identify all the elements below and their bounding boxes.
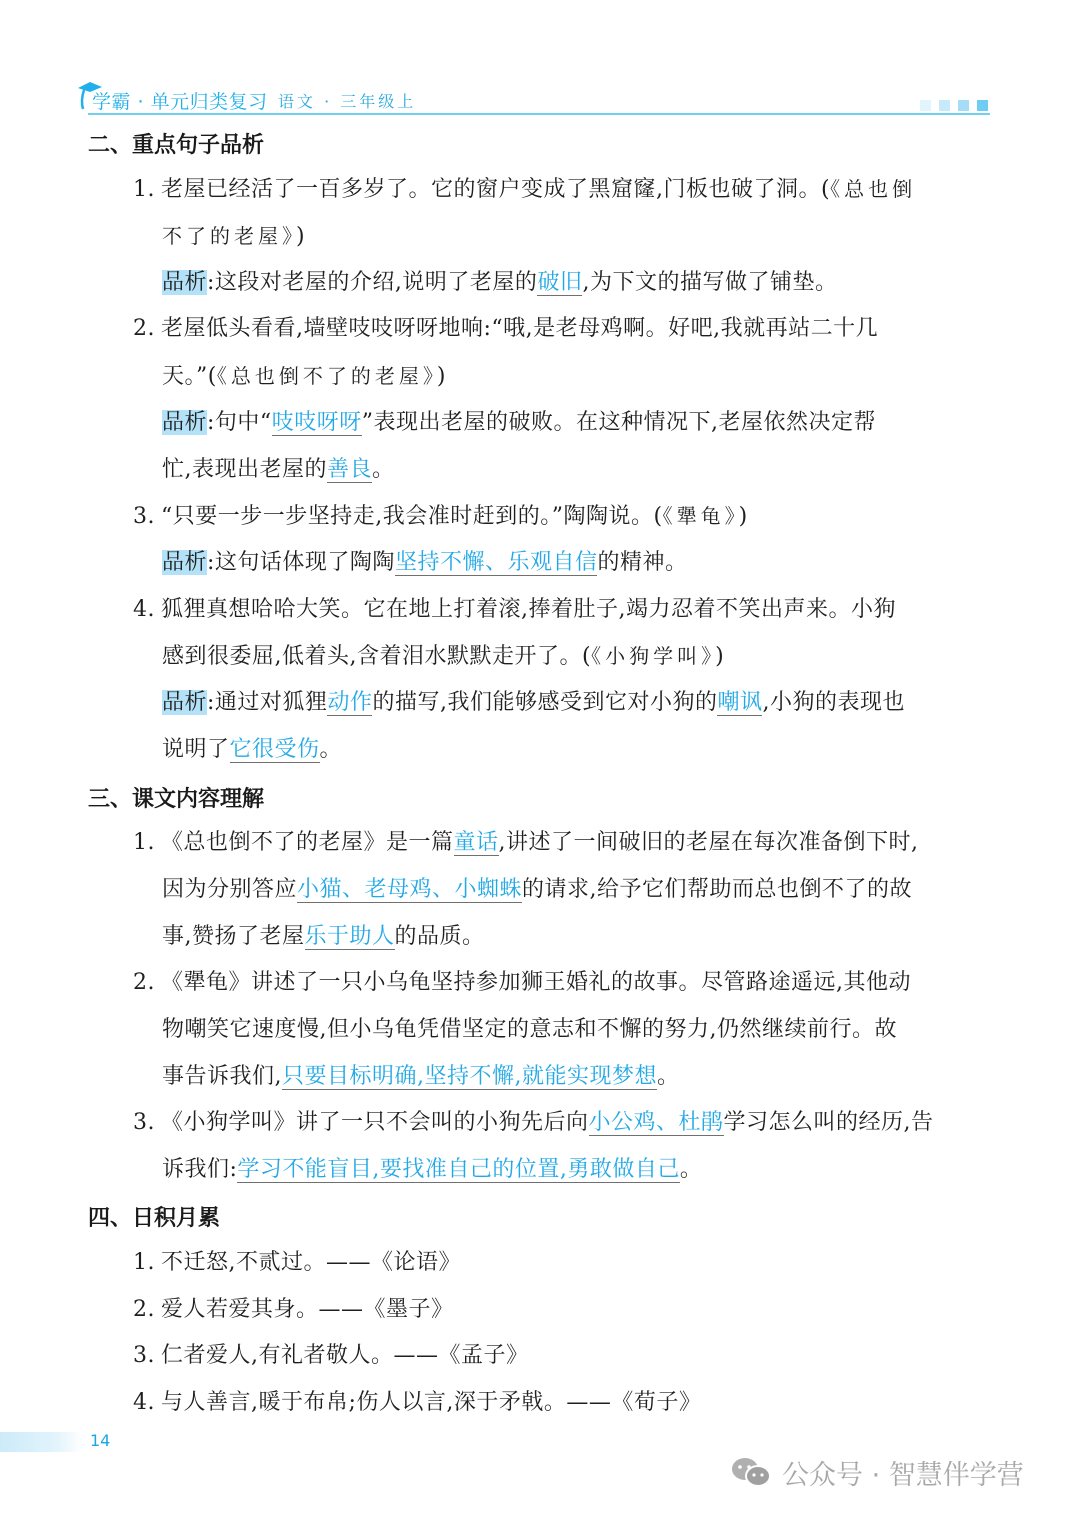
answer: 学习不能盲目,要找准自己的位置,勇敢做自己 [237, 1157, 680, 1182]
s3-item2-line1: 2. 《犟龟》讲述了一只小乌龟坚持参加狮王婚礼的故事。尽管路途遥远,其他动 [133, 970, 911, 995]
s2-item4-analysis-1: 品析:通过对狐狸动作的描写,我们能够感受到它对小狗的嘲讽,小狗的表现也 [162, 690, 905, 715]
analysis-label: 品析 [162, 690, 208, 715]
s4-item4: 4. 与人善言,暖于布帛;伤人以言,深于矛戟。——《荀子》 [133, 1390, 702, 1415]
answer: 善良 [327, 457, 373, 482]
header-rule [88, 113, 990, 115]
s2-item3-analysis: 品析:这句话体现了陶陶坚持不懈、乐观自信的精神。 [162, 550, 688, 575]
answer: 坚持不懈、乐观自信 [394, 550, 598, 575]
s4-item1: 1. 不迁怒,不贰过。——《论语》 [133, 1250, 461, 1275]
header-square-3 [958, 100, 969, 111]
wechat-icon [730, 1457, 774, 1489]
answer: 童话 [453, 830, 499, 855]
header-square-4 [977, 100, 988, 111]
s2-item1-line1: 1. 老屋已经活了一百多岁了。它的窗户变成了黑窟窿,门板也破了洞。(《总也倒 [133, 177, 917, 202]
answer: 乐于助人 [304, 924, 395, 949]
brand-title: 学霸 · 单元归类复习 [92, 91, 268, 113]
subject-label: 语文 · 三年级上 [278, 92, 417, 111]
s4-item2: 2. 爱人若爱其身。——《墨子》 [133, 1297, 454, 1322]
s4-item3: 3. 仁者爱人,有礼者敬人。——《孟子》 [133, 1343, 529, 1368]
answer: 它很受伤 [229, 737, 320, 762]
header-square-2 [939, 100, 950, 111]
footer-bar [0, 1432, 82, 1452]
page-number: 14 [90, 1431, 111, 1450]
section-title-daily-accumulation: 四、日积月累 [88, 1206, 221, 1231]
s3-item2-line3: 事告诉我们,只要目标明确,坚持不懈,就能实现梦想。 [162, 1064, 680, 1089]
answer: 小公鸡、杜鹃 [588, 1110, 724, 1135]
analysis-label: 品析 [162, 550, 208, 575]
section-title-text-comprehension: 三、课文内容理解 [88, 787, 265, 812]
watermark [730, 1453, 1024, 1492]
s2-item1-analysis: 品析:这段对老屋的介绍,说明了老屋的破旧,为下文的描写做了铺垫。 [162, 270, 838, 295]
s3-item1-line2: 因为分别答应小猫、老母鸡、小蜘蛛的请求,给予它们帮助而总也倒不了的故 [162, 877, 913, 902]
answer: 破旧 [537, 270, 583, 295]
s2-item4-line1: 4. 狐狸真想哈哈大笑。它在地上打着滚,捧着肚子,竭力忍着不笑出声来。小狗 [133, 597, 896, 622]
s2-item2-analysis-1: 品析:句中“吱吱呀呀”表现出老屋的破败。在这种情况下,老屋依然决定帮 [162, 410, 876, 435]
s3-item3-line2: 诉我们:学习不能盲目,要找准自己的位置,勇敢做自己。 [162, 1157, 703, 1182]
answer: 小猫、老母鸡、小蜘蛛 [297, 877, 523, 902]
s2-item4-analysis-2: 说明了它很受伤。 [162, 737, 343, 762]
s3-item2-line2: 物嘲笑它速度慢,但小乌龟凭借坚定的意志和不懈的努力,仍然继续前行。故 [162, 1017, 897, 1042]
header-square-1 [920, 100, 931, 111]
s2-item2-line1: 2. 老屋低头看看,墙壁吱吱呀呀地响:“哦,是老母鸡啊。好吧,我就再站二十几 [133, 316, 879, 341]
page-header [70, 80, 990, 116]
watermark-text: 公众号 · 智慧伴学营 [782, 1460, 1024, 1491]
answer: 动作 [327, 690, 373, 715]
answer: 嘲讽 [717, 690, 763, 715]
section-title-key-sentences: 二、重点句子品析 [88, 133, 265, 158]
s3-item1-line3: 事,赞扬了老屋乐于助人的品质。 [162, 924, 485, 949]
analysis-label: 品析 [162, 410, 208, 435]
answer: 只要目标明确,坚持不懈,就能实现梦想 [282, 1064, 657, 1089]
s2-item4-line2: 感到很委屈,低着头,含着泪水默默走开了。(《小狗学叫》) [162, 644, 725, 669]
s2-item2-line2: 天。”(《总也倒不了的老屋》) [162, 364, 446, 389]
analysis-label: 品析 [162, 270, 208, 295]
s2-item2-analysis-2: 忙,表现出老屋的善良。 [162, 457, 395, 482]
s2-item1-line2: 不了的老屋》) [162, 224, 306, 249]
answer: 吱吱呀呀 [271, 410, 362, 435]
s3-item3-line1: 3. 《小狗学叫》讲了一只不会叫的小狗先后向小公鸡、杜鹃学习怎么叫的经历,告 [133, 1110, 934, 1135]
s2-item3-line1: 3. “只要一步一步坚持走,我会准时赶到的。”陶陶说。(《犟龟》) [133, 504, 748, 529]
s3-item1-line1: 1. 《总也倒不了的老屋》是一篇童话,讲述了一间破旧的老屋在每次准备倒下时, [133, 830, 919, 855]
